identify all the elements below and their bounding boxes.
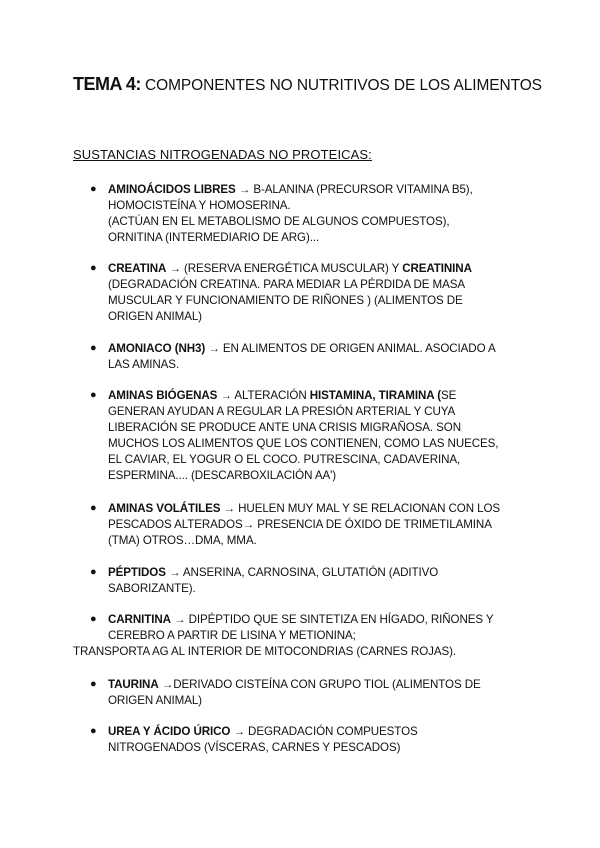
- item-text: → ANSERINA, CARNOSINA, GLUTATIÓN (ADITIVO: [165, 566, 439, 579]
- item-term: PÉPTIDOS: [108, 566, 166, 579]
- item-term: AMINOÁCIDOS LIBRES: [108, 183, 236, 196]
- item-term: AMINAS VOLÁTILES: [108, 502, 221, 515]
- item-text: (TMA) OTROS…DMA, MMA.: [108, 533, 257, 547]
- list-item-creatina: [90, 261, 528, 325]
- item-text: → EN ALIMENTOS DE ORIGEN ANIMAL. ASOCIADO A: [205, 342, 496, 355]
- bullet-icon: ●: [90, 725, 97, 737]
- list-item-urea: [90, 724, 528, 756]
- page-title: [73, 74, 543, 96]
- item-term: TAURINA: [108, 678, 159, 691]
- list-item-taurina: [90, 677, 528, 709]
- item-text: LAS AMINAS.: [108, 357, 180, 371]
- item-term: AMINAS BIÓGENAS: [108, 389, 218, 402]
- item-text: ORIGEN ANIMAL): [108, 309, 202, 323]
- item-text: ORNITINA (INTERMEDIARIO DE ARG)...: [108, 230, 320, 244]
- item-text: CEREBRO A PARTIR DE LISINA Y METIONINA;: [108, 628, 356, 642]
- bullet-icon: ●: [90, 566, 97, 578]
- item-text: EL CAVIAR, EL YOGUR O EL COCO. PUTRESCINA, CADAVERINA,: [108, 452, 461, 466]
- list-item-amoniaco: [90, 341, 528, 373]
- item-term-secondary: HISTAMINA, TIRAMINA (: [309, 389, 441, 402]
- title-tema: TEMA 4:: [73, 74, 141, 94]
- item-text: NITROGENADOS (VÍSCERAS, CARNES Y PESCADOS): [108, 740, 401, 754]
- list-item-aminas-volatiles: [90, 501, 528, 549]
- item-text: (DEGRADACIÓN CREATINA. PARA MEDIAR LA PÉRDIDA DE MASA: [108, 277, 465, 291]
- item-term: CREATINA: [108, 262, 167, 275]
- item-term: CARNITINA: [108, 613, 171, 626]
- item-text: ESPERMINA.... (DESCARBOXILACIÓN AA'): [108, 468, 336, 482]
- list-item-carnitina: [90, 612, 528, 644]
- item-text: (ACTÚAN EN EL METABOLISMO DE ALGUNOS COMPUESTOS),: [108, 214, 450, 228]
- item-text: MUSCULAR Y FUNCIONAMIENTO DE RIÑONES ) (ALIMENTOS DE: [108, 293, 463, 307]
- bullet-icon: ●: [90, 613, 97, 625]
- item-text: → DEGRADACIÓN COMPUESTOS: [230, 725, 418, 738]
- item-text: → B-ALANINA (PRECURSOR VITAMINA B5),: [235, 183, 473, 196]
- item-term: UREA Y ÁCIDO ÚRICO: [108, 725, 231, 738]
- item-term-secondary: CREATININA: [402, 262, 472, 275]
- bullet-icon: ●: [90, 342, 97, 354]
- item-text: ORIGEN ANIMAL): [108, 693, 202, 707]
- item-term: AMONIACO (NH3): [108, 342, 206, 355]
- list-item-aminoacidos: [90, 182, 528, 246]
- item-text: GENERAN AYUDAN A REGULAR LA PRESIÓN ARTERIAL Y CUYA: [108, 404, 456, 418]
- item-text: HOMOCISTEÍNA Y HOMOSERINA.: [108, 198, 291, 212]
- carnitina-continuation: TRANSPORTA AG AL INTERIOR DE MITOCONDRIAS (CARNES ROJAS).: [73, 645, 456, 658]
- item-text: → DIPÉPTIDO QUE SE SINTETIZA EN HÍGADO, RIÑONES Y: [170, 613, 494, 626]
- item-text: → HUELEN MUY MAL Y SE RELACIONAN CON LOS: [220, 502, 501, 515]
- list-item-peptidos: [90, 565, 528, 597]
- item-text: PESCADOS ALTERADOS→ PRESENCIA DE ÓXIDO DE TRIMETILAMINA: [108, 517, 492, 531]
- item-text: → ALTERACIÓN: [217, 389, 310, 402]
- list-item-aminas-biogenas: [90, 388, 528, 483]
- bullet-icon: ●: [90, 183, 97, 195]
- bullet-icon: ●: [90, 502, 97, 514]
- title-text: COMPONENTES NO NUTRITIVOS DE LOS ALIMENTOS: [140, 77, 542, 94]
- item-text: MUCHOS LOS ALIMENTOS QUE LOS CONTIENEN, COMO LAS NUECES,: [108, 436, 499, 450]
- bullet-icon: ●: [90, 262, 97, 274]
- item-text: → (RESERVA ENERGÉTICA MUSCULAR) Y: [166, 262, 403, 275]
- item-text: SE: [440, 389, 457, 402]
- item-text: →DERIVADO CISTEÍNA CON GRUPO TIOL (ALIMENTOS DE: [158, 678, 481, 691]
- item-text: LIBERACIÓN SE PRODUCE ANTE UNA CRISIS MIGRAÑOSA. SON: [108, 420, 461, 434]
- bullet-icon: ●: [90, 389, 97, 401]
- item-text: SABORIZANTE).: [108, 581, 196, 595]
- section-heading: SUSTANCIAS NITROGENADAS NO PROTEICAS:: [73, 147, 372, 162]
- bullet-icon: ●: [90, 678, 97, 690]
